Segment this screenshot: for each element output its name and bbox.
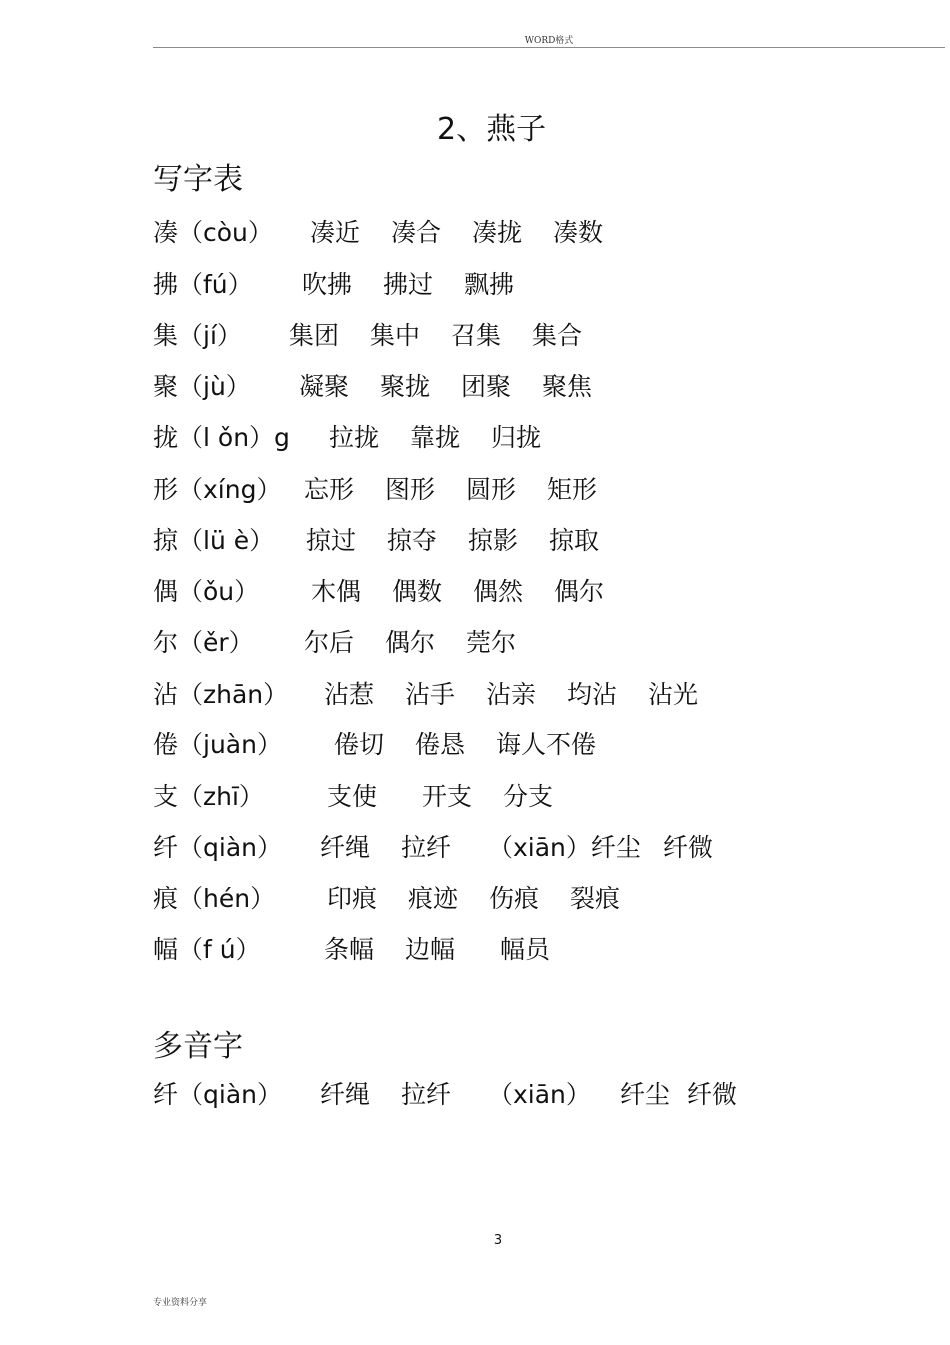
word: 纤绳 <box>320 833 371 862</box>
word: 拉拢 <box>329 423 380 452</box>
word: 拉纤 <box>401 1080 452 1109</box>
table-row <box>153 879 853 919</box>
word: 团聚 <box>461 372 512 401</box>
char-pinyin: 形（xíng） <box>153 475 282 504</box>
word: 凑合 <box>391 218 442 247</box>
word: 吹拂 <box>302 270 353 299</box>
table-row <box>153 828 853 868</box>
table-row <box>153 213 853 253</box>
word: （xiān） <box>488 1080 591 1109</box>
word: 忘形 <box>304 475 355 504</box>
word: 集中 <box>370 321 421 350</box>
word: 集团 <box>289 321 340 350</box>
word: 偶尔 <box>385 628 436 657</box>
word: 尔后 <box>304 628 355 657</box>
table-row <box>153 418 853 458</box>
char-pinyin: 纤（qiàn） <box>153 833 282 862</box>
word: 偶尔 <box>554 577 605 606</box>
char-pinyin: 聚（jù） <box>153 372 251 401</box>
word: 图形 <box>385 475 436 504</box>
word: 凑近 <box>310 218 361 247</box>
word: 纤尘 <box>620 1080 671 1109</box>
word: 掠影 <box>468 526 519 555</box>
word: 凝聚 <box>299 372 350 401</box>
word: 拂过 <box>383 270 434 299</box>
word: 纤微 <box>663 833 714 862</box>
char-pinyin: 尔（ěr） <box>153 628 254 657</box>
word: 沾手 <box>405 680 456 709</box>
char-pinyin: 凑（còu） <box>153 218 273 247</box>
char-pinyin: 集（jí） <box>153 321 242 350</box>
word: 条幅 <box>324 935 375 964</box>
table-row <box>153 265 853 305</box>
word: 集合 <box>532 321 583 350</box>
char-pinyin: 痕（hén） <box>153 884 276 913</box>
word: 伤痕 <box>489 884 540 913</box>
table-row <box>153 675 853 715</box>
char-pinyin: 纤（qiàn） <box>153 1080 282 1109</box>
word: 支使 <box>327 782 378 811</box>
word: 矩形 <box>547 475 598 504</box>
word: 倦恳 <box>415 730 466 759</box>
word: 分支 <box>503 782 554 811</box>
char-pinyin: 偶（ǒu） <box>153 577 260 606</box>
word: 痕迹 <box>408 884 459 913</box>
word: 沾光 <box>648 680 699 709</box>
word: 边幅 <box>405 935 456 964</box>
table-row <box>153 623 853 663</box>
word: 掠取 <box>549 526 600 555</box>
table-row <box>153 930 853 970</box>
table-row <box>153 521 853 561</box>
word: 沾惹 <box>324 680 375 709</box>
word: 莞尔 <box>466 628 517 657</box>
char-pinyin: 掠（lü è） <box>153 526 275 555</box>
word: 拉纤 <box>401 833 452 862</box>
table-row <box>153 470 853 510</box>
word: 倦切 <box>334 730 385 759</box>
word: 归拢 <box>491 423 542 452</box>
word: 幅员 <box>500 935 551 964</box>
char-pinyin: 支（zhī） <box>153 782 264 811</box>
word: 纤绳 <box>320 1080 371 1109</box>
table-row <box>153 367 853 407</box>
word: （xiān）纤尘 <box>488 833 641 862</box>
word: 印痕 <box>327 884 378 913</box>
char-pinyin: 沾（zhān） <box>153 680 289 709</box>
table-row <box>153 777 853 817</box>
table-row <box>153 572 853 612</box>
table-row <box>153 1075 853 1115</box>
word: 偶然 <box>473 577 524 606</box>
page-title: 2、燕子 <box>437 112 547 147</box>
table-row <box>153 316 853 356</box>
word: 飘拂 <box>464 270 515 299</box>
word: 聚焦 <box>542 372 593 401</box>
word: 沾亲 <box>486 680 537 709</box>
word: 靠拢 <box>410 423 461 452</box>
word: 掠夺 <box>387 526 438 555</box>
word: 偶数 <box>392 577 443 606</box>
page-number: 3 <box>493 1233 503 1248</box>
char-pinyin: 倦（juàn） <box>153 730 282 759</box>
word: 凑拢 <box>472 218 523 247</box>
char-pinyin: 拢（l ǒn）g <box>153 423 290 452</box>
word: 纤微 <box>687 1080 738 1109</box>
word: 均沾 <box>567 680 618 709</box>
word: 凑数 <box>553 218 604 247</box>
word: 召集 <box>451 321 502 350</box>
word: 诲人不倦 <box>496 730 597 759</box>
word: 圆形 <box>466 475 517 504</box>
section-heading-writing: 写字表 <box>153 162 243 197</box>
word: 掠过 <box>306 526 357 555</box>
word: 木偶 <box>311 577 362 606</box>
page-footer: 专业资料分享 <box>153 1298 208 1308</box>
char-pinyin: 拂（fú） <box>153 270 253 299</box>
word: 聚拢 <box>380 372 431 401</box>
table-row <box>153 725 853 765</box>
word: 开支 <box>422 782 473 811</box>
section-heading-polyphone: 多音字 <box>153 1029 243 1064</box>
word: 裂痕 <box>570 884 621 913</box>
page-header: WORD格式 <box>153 36 945 48</box>
char-pinyin: 幅（f ú） <box>153 935 261 964</box>
